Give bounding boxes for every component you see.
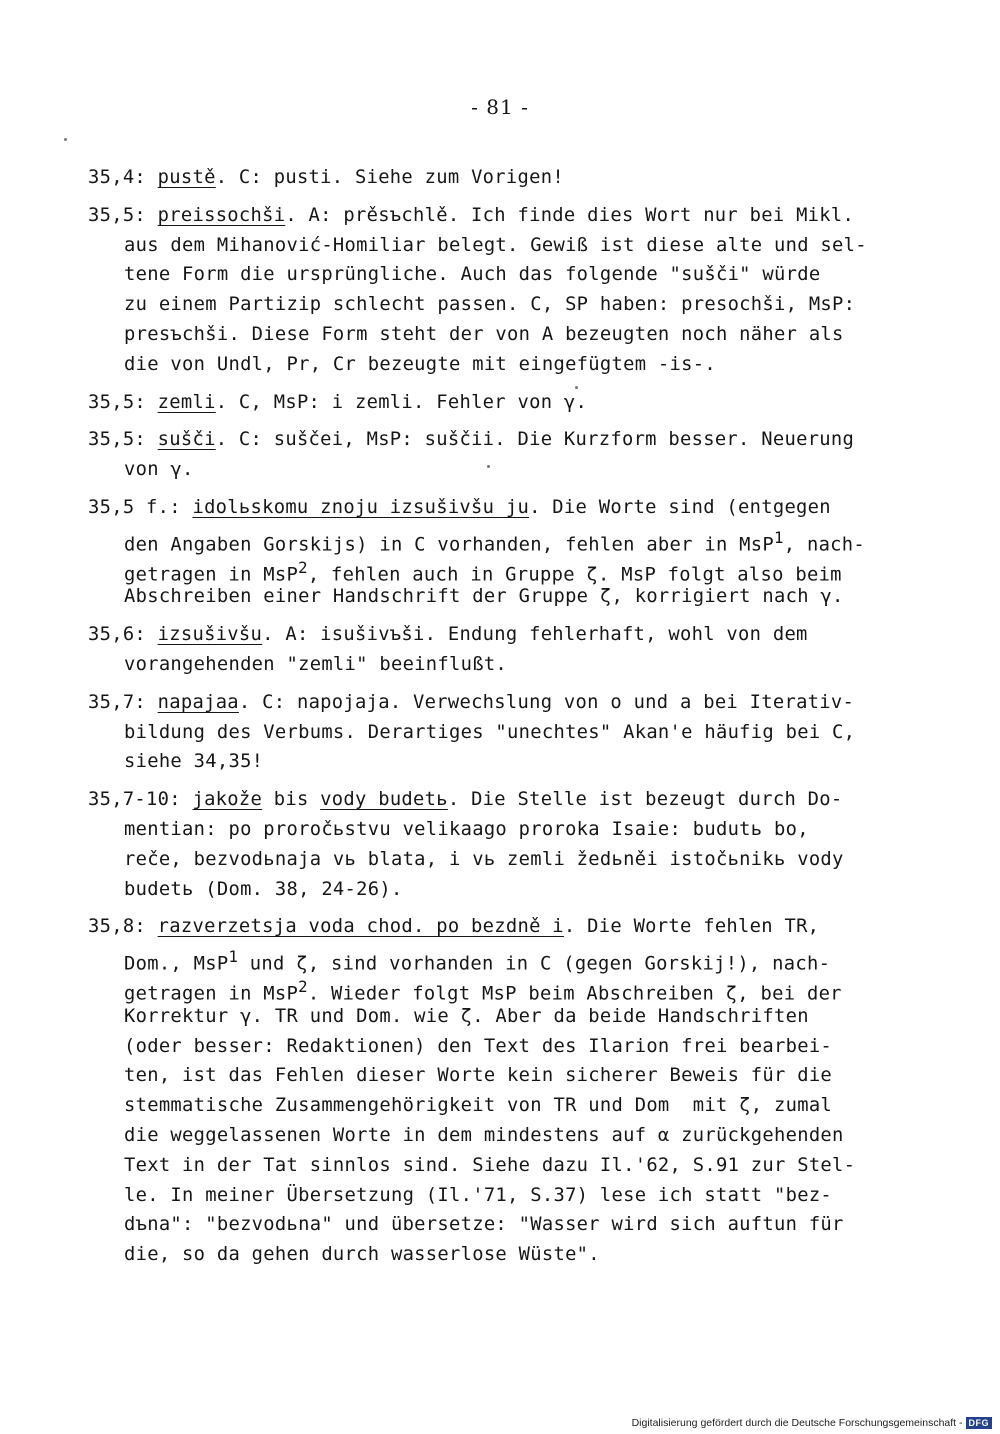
text-segment: , fehlen auch in Gruppe ζ. MsP folgt also beim <box>307 563 842 585</box>
text-segment: . A: prěsъchlě. Ich finde dies Wort nur bei Mikl. <box>285 204 855 226</box>
text-segment: . Wieder folgt MsP beim Abschreiben ζ, bei der <box>307 983 842 1005</box>
text-line <box>88 231 878 261</box>
text-line <box>88 553 878 583</box>
text-segment: den Angaben Gorskijs) in C vorhanden, fehlen aber in MsP <box>124 534 775 556</box>
text-segment: . Die Worte fehlen TR, <box>563 916 820 938</box>
text-line <box>88 582 878 612</box>
lemma: izsušivšu <box>157 624 263 646</box>
text-line <box>88 912 878 942</box>
lemma: preissochši <box>157 204 286 226</box>
text-segment: . C: napojaja. Verwechslung von o und a bei Iterativ- <box>238 691 855 713</box>
footer-text: Digitalisierung gefördert durch die Deutsche Forschungsgemeinschaft - <box>631 1417 963 1429</box>
text-line <box>88 350 878 380</box>
dfg-logo: DFG <box>966 1417 993 1429</box>
text-segment: vorangehenden "zemli" beeinflußt. <box>124 653 508 675</box>
text-line <box>88 718 878 748</box>
text-segment: stemmatische Zusammengehörigkeit von TR und Dom mit ζ, zumal <box>124 1095 833 1117</box>
scan-speck <box>487 465 490 468</box>
lemma: jakože <box>192 789 263 811</box>
text-line <box>88 290 878 320</box>
superscript: 2 <box>298 976 308 996</box>
text-line <box>88 942 878 975</box>
text-line <box>88 163 878 193</box>
text-line <box>88 1151 878 1181</box>
text-segment: . Die Worte sind (entgegen <box>529 496 831 518</box>
text-segment: . A: isušivъši. Endung fehlerhaft, wohl von dem <box>262 624 808 646</box>
text-line <box>88 320 878 350</box>
commentary-entry <box>88 688 878 777</box>
scan-speck <box>64 138 67 141</box>
text-segment: die weggelassenen Worte in dem mindestens auf α zurückgehenden <box>124 1124 844 1146</box>
text-segment: Abschreiben einer Handschrift der Gruppe ζ, korrigiert nach γ. <box>124 586 844 608</box>
page-number: - 81 - <box>471 95 529 119</box>
superscript: 2 <box>298 557 308 577</box>
text-segment: 35,7-10: <box>88 789 193 811</box>
commentary-entries <box>88 163 878 1278</box>
text-segment: 35,7: <box>88 691 158 713</box>
text-line <box>88 785 878 815</box>
commentary-entry <box>88 425 878 485</box>
text-segment: . C: pusti. Siehe zum Vorigen! <box>215 167 564 188</box>
text-segment: dъna": "bezvodьna" und übersetze: "Wasser wird sich auftun für <box>124 1214 844 1236</box>
text-segment: bildung des Verbums. Derartiges "unechtes" Akan'e häufig bei C, <box>124 721 856 743</box>
commentary-entry <box>88 201 878 380</box>
text-segment: siehe 34,35! <box>124 751 264 773</box>
text-line <box>88 972 878 1005</box>
text-line <box>88 688 878 718</box>
text-segment: und ζ, sind vorhanden in C (gegen Gorskij!), nach- <box>238 953 831 975</box>
lemma: pustě <box>157 167 216 188</box>
text-segment: . C, MsP: i zemli. Fehler von γ. <box>215 391 588 413</box>
commentary-entry <box>88 388 878 418</box>
footer <box>632 1417 992 1429</box>
text-line <box>88 260 878 290</box>
text-segment: 35,5 f.: <box>88 496 193 518</box>
superscript: 1 <box>228 947 239 967</box>
text-segment: presъchši. Diese Form steht der von A bezeugten noch näher als <box>124 323 844 345</box>
lemma: idolьskomu znoju izsušivšu ju <box>192 496 530 518</box>
text-line <box>88 1032 878 1062</box>
text-line <box>88 650 878 680</box>
text-line <box>88 845 878 875</box>
text-segment: . C: suščei, MsP: suščii. Die Kurzform besser. Neuerung <box>215 429 855 451</box>
text-segment: Korrektur γ. TR und Dom. wie ζ. Aber da beide Handschriften <box>124 1005 809 1027</box>
lemma: sušči <box>157 429 216 451</box>
commentary-entry <box>88 912 878 1270</box>
text-segment: budetь (Dom. 38, 24-26). <box>124 878 403 900</box>
text-line <box>88 747 878 777</box>
text-segment: 35,6: <box>88 624 158 646</box>
text-segment: 35,4: <box>88 167 158 188</box>
text-line <box>88 815 878 845</box>
text-segment: reče, bezvodьnaja vь blata, i vь zemli žedьněi istočьnikь vody <box>124 848 844 870</box>
text-line <box>88 425 878 455</box>
text-line <box>88 1240 878 1270</box>
text-segment: getragen in MsP <box>124 983 299 1005</box>
lemma: napajaa <box>157 691 239 713</box>
commentary-entry <box>88 163 878 193</box>
text-line <box>88 620 878 650</box>
text-line <box>88 1061 878 1091</box>
commentary-entry <box>88 785 878 904</box>
superscript: 1 <box>774 527 784 547</box>
text-segment: 35,5: <box>88 429 158 451</box>
text-segment: 35,5: <box>88 204 158 226</box>
text-segment: zu einem Partizip schlecht passen. C, SP haben: presochši, MsP: <box>124 294 856 316</box>
lemma: razverzetsja voda chod. po bezdně i <box>157 916 564 938</box>
text-line <box>88 1121 878 1151</box>
text-line <box>88 1091 878 1121</box>
text-segment: bis <box>262 789 321 811</box>
text-segment: le. In meiner Übersetzung (Il.'71, S.37) lese ich statt "bez- <box>124 1184 833 1206</box>
text-line <box>88 455 878 485</box>
lemma: zemli <box>157 391 216 413</box>
lemma: vody budetь <box>320 789 448 811</box>
text-segment: die von Undl, Pr, Cr bezeugte mit eingefügtem -is-. <box>124 353 716 375</box>
commentary-entry <box>88 493 878 612</box>
text-segment: , nach- <box>783 534 866 556</box>
text-segment: . Die Stelle ist bezeugt durch Do- <box>447 789 843 811</box>
text-segment: 35,8: <box>88 916 158 938</box>
commentary-entry <box>88 620 878 680</box>
text-segment: 35,5: <box>88 391 158 413</box>
text-segment: ten, ist das Fehlen dieser Worte kein sicherer Beweis für die <box>124 1065 833 1087</box>
text-segment: von γ. <box>124 459 194 481</box>
text-line <box>88 388 878 418</box>
text-line <box>88 875 878 905</box>
text-segment: mentian: po proročьstvu velikaago proroka Isaie: budutь bo, <box>124 818 809 840</box>
text-line <box>88 1181 878 1211</box>
text-line <box>88 201 878 231</box>
text-segment: getragen in MsP <box>124 563 299 585</box>
text-segment: aus dem Mihanović-Homiliar belegt. Gewiß ist diese alte und sel- <box>124 234 867 256</box>
text-line <box>88 1002 878 1032</box>
text-segment: Text in der Tat sinnlos sind. Siehe dazu Il.'62, S.91 zur Stel- <box>124 1154 856 1176</box>
text-line <box>88 1210 878 1240</box>
text-line <box>88 523 878 556</box>
text-segment: Dom., MsP <box>124 953 229 975</box>
text-segment: die, so da gehen durch wasserlose Wüste". <box>124 1244 600 1266</box>
text-line <box>88 493 878 523</box>
scan-speck <box>575 386 578 389</box>
text-segment: tene Form die ursprüngliche. Auch das folgende "sušči" würde <box>124 264 821 286</box>
text-segment: (oder besser: Redaktionen) den Text des Ilarion frei bearbei- <box>124 1035 833 1057</box>
